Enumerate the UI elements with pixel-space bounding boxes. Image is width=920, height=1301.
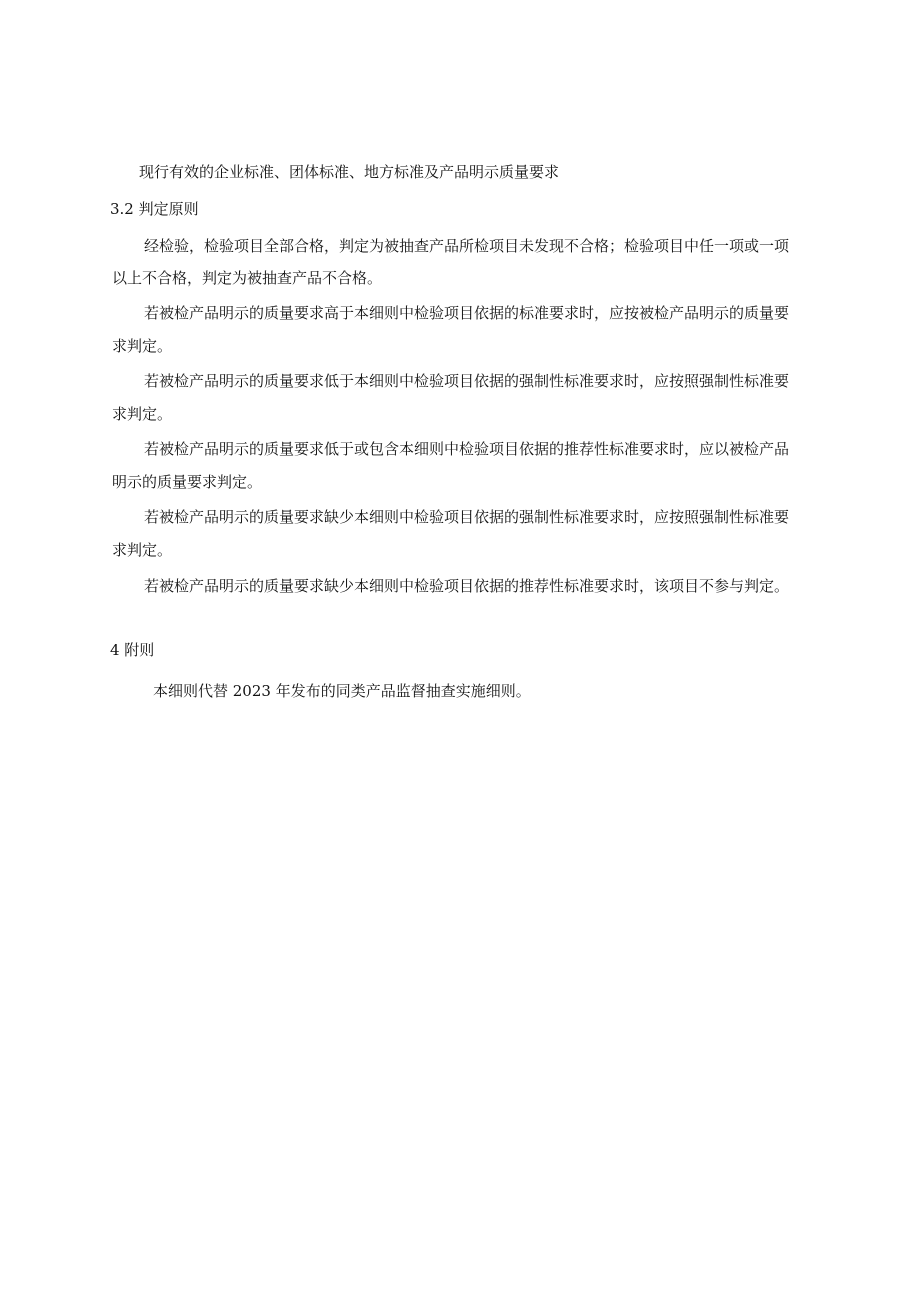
paragraph-1-line-2: 以上不合格，判定为被抽查产品不合格。 bbox=[112, 269, 383, 287]
paragraph-6-line-1: 若被检产品明示的质量要求缺少本细则中检验项目依据的推荐性标准要求时，该项目不参与判定。 bbox=[144, 577, 790, 595]
paragraph-3-line-1: 若被检产品明示的质量要求低于本细则中检验项目依据的强制性标准要求时，应按照强制性标准要 bbox=[144, 372, 790, 390]
paragraph-5-line-1: 若被检产品明示的质量要求缺少本细则中检验项目依据的强制性标准要求时，应按照强制性标准要 bbox=[144, 508, 790, 526]
paragraph-2-line-1: 若被检产品明示的质量要求高于本细则中检验项目依据的标准要求时，应按被检产品明示的质量要 bbox=[144, 304, 790, 322]
section-4-paragraph: 本细则代替 2023 年发布的同类产品监督抽查实施细则。 bbox=[153, 682, 531, 700]
standards-line: 现行有效的企业标准、团体标准、地方标准及产品明示质量要求 bbox=[139, 163, 560, 181]
paragraph-1-line-1: 经检验，检验项目全部合格，判定为被抽查产品所检项目未发现不合格；检验项目中任一项或一项 bbox=[144, 237, 790, 255]
paragraph-4-line-2: 明示的质量要求判定。 bbox=[112, 473, 263, 491]
section-3-2-heading: 3.2 判定原则 bbox=[110, 200, 199, 218]
paragraph-3-line-2: 求判定。 bbox=[112, 405, 173, 423]
section-4-heading: 4 附则 bbox=[110, 641, 155, 659]
paragraph-2-line-2: 求判定。 bbox=[112, 337, 173, 355]
paragraph-5-line-2: 求判定。 bbox=[112, 541, 173, 559]
paragraph-4-line-1: 若被检产品明示的质量要求低于或包含本细则中检验项目依据的推荐性标准要求时，应以被检产品 bbox=[144, 440, 790, 458]
